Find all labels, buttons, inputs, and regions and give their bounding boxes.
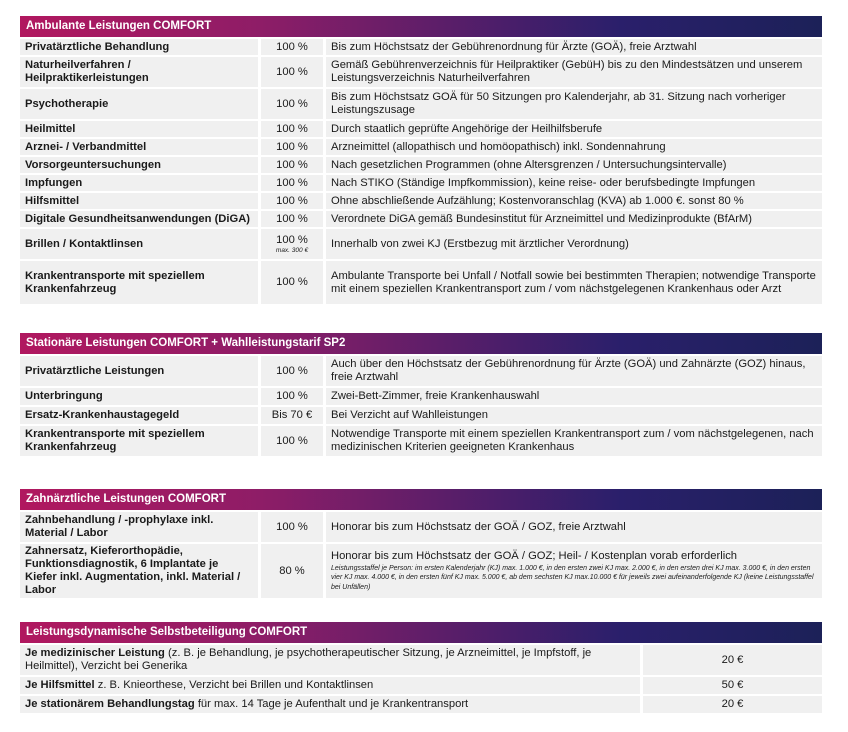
benefit-desc: Honorar bis zum Höchstsatz der GOÄ / GOZ, freie Arztwahl — [326, 512, 822, 542]
benefit-rate: 100 % — [258, 193, 326, 209]
benefit-name: Krankentransporte mit speziellem Krankenfahrzeug — [20, 426, 258, 456]
table-row — [20, 512, 822, 542]
benefit-rate: 100 % — [258, 121, 326, 137]
benefit-rate: 100 % — [258, 261, 326, 304]
benefit-desc: Ambulante Transporte bei Unfall / Notfall sowie bei bestimmten Therapien; notwendige Transporte mit einem speziellen Krankentransport zum / vom nächstgelegenen Krankenhaus oder Arzt — [326, 261, 822, 304]
deductible-text — [20, 696, 640, 713]
benefit-rate: Bis 70 € — [258, 407, 326, 424]
benefit-name: Privatärztliche Leistungen — [20, 356, 258, 386]
benefit-rate: 100 % — [258, 175, 326, 191]
benefit-name: Naturheilverfahren / Heilpraktikerleistungen — [20, 57, 258, 87]
table-row — [20, 677, 822, 694]
table-row — [20, 544, 822, 598]
table-row — [20, 407, 822, 424]
benefit-rate: 100 % — [258, 39, 326, 55]
table-row — [20, 388, 822, 405]
benefits-table — [20, 354, 822, 458]
table-row — [20, 696, 822, 713]
benefit-rate: 100 % — [258, 426, 326, 456]
table-row — [20, 645, 822, 675]
table-row — [20, 175, 822, 191]
benefit-desc: Innerhalb von zwei KJ (Erstbezug mit ärztlicher Verordnung) — [326, 229, 822, 259]
benefit-rate: 100 % — [258, 512, 326, 542]
benefit-desc: Nach gesetzlichen Programmen (ohne Altersgrenzen / Untersuchungsintervalle) — [326, 157, 822, 173]
deductible-value: 50 € — [640, 677, 822, 694]
benefit-name: Impfungen — [20, 175, 258, 191]
deductible-detail: z. B. Knieorthese, Verzicht bei Brillen und Kontaktlinsen — [94, 679, 374, 691]
benefit-desc: Bis zum Höchstsatz der Gebührenordnung für Ärzte (GOÄ), freie Arztwahl — [326, 39, 822, 55]
benefit-name: Zahnbehandlung / -prophylaxe inkl. Material / Labor — [20, 512, 258, 542]
benefit-name: Ersatz-Krankenhaustagegeld — [20, 407, 258, 424]
benefit-name: Zahnersatz, Kieferorthopädie, Funktionsdiagnostik, 6 Implantate je Kiefer inkl. Augmentation, inkl. Material / Labor — [20, 544, 258, 598]
table-row — [20, 121, 822, 137]
benefit-desc-note: Leistungsstaffel je Person: im ersten Kalenderjahr (KJ) max. 1.000 €, in den ersten zwei KJ max. 2.000 €, in den ersten drei KJ max. 3.000 €, in den ersten vier KJ max. 4.000 €, in den ersten fünf KJ max. 5.000 €, ab dem sechsten KJ max.10.000 € für jeweils zwei aufeinanderfolgende KJ (keine Leistungsstaffel bei Unfällen) — [331, 564, 814, 591]
benefit-name: Brillen / Kontaktlinsen — [20, 229, 258, 259]
section-ambulant — [20, 16, 822, 306]
section-stationaer — [20, 333, 822, 458]
table-row — [20, 157, 822, 173]
section-zahn — [20, 489, 822, 600]
benefit-name: Digitale Gesundheitsanwendungen (DiGA) — [20, 211, 258, 227]
deductible-text — [20, 645, 640, 675]
benefit-rate: 100 % — [258, 388, 326, 405]
benefit-name: Vorsorgeuntersuchungen — [20, 157, 258, 173]
benefit-desc: Arzneimittel (allopathisch und homöopathisch) inkl. Sondennahrung — [326, 139, 822, 155]
benefit-name: Krankentransporte mit speziellem Krankenfahrzeug — [20, 261, 258, 304]
benefit-desc: Durch staatlich geprüfte Angehörige der Heilhilfsberufe — [326, 121, 822, 137]
section-header: Ambulante Leistungen COMFORT — [20, 16, 822, 37]
deductible-detail: (z. B. je Behandlung, je psychotherapeutischer Sitzung, je Arzneimittel, je Impfstoff, je Heilmittel), Verzicht bei Generika — [25, 647, 592, 672]
benefit-name: Hilfsmittel — [20, 193, 258, 209]
benefit-name: Heilmittel — [20, 121, 258, 137]
benefit-desc: Auch über den Höchstsatz der Gebührenordnung für Ärzte (GOÄ) und Zahnärzte (GOZ) hinaus, freie Arztwahl — [326, 356, 822, 386]
benefit-desc: Gemäß Gebührenverzeichnis für Heilpraktiker (GebüH) bis zu den Mindestsätzen und unserem Leistungsverzeichnis Naturheilverfahren — [326, 57, 822, 87]
benefit-rate-cell — [258, 229, 326, 259]
benefit-desc-cell — [326, 544, 822, 598]
benefit-desc: Verordnete DiGA gemäß Bundesinstitut für Arzneimittel und Medizinprodukte (BfArM) — [326, 211, 822, 227]
benefit-rate: 100 % — [258, 356, 326, 386]
deductible-text — [20, 677, 640, 694]
deductible-value: 20 € — [640, 645, 822, 675]
benefit-desc: Ohne abschließende Aufzählung; Kostenvoranschlag (KVA) ab 1.000 €. sonst 80 % — [326, 193, 822, 209]
benefit-desc: Nach STIKO (Ständige Impfkommission), keine reise- oder berufsbedingte Impfungen — [326, 175, 822, 191]
table-row — [20, 229, 822, 259]
deductible-table — [20, 643, 822, 715]
benefit-rate: 100 % — [258, 211, 326, 227]
benefit-name: Privatärztliche Behandlung — [20, 39, 258, 55]
benefit-rate: 100 % — [276, 234, 308, 246]
table-row — [20, 39, 822, 55]
benefit-name: Psychotherapie — [20, 89, 258, 119]
deductible-label: Je medizinischer Leistung — [25, 647, 165, 659]
section-header: Zahnärztliche Leistungen COMFORT — [20, 489, 822, 510]
table-row — [20, 261, 822, 304]
benefit-rate: 100 % — [258, 157, 326, 173]
table-row — [20, 356, 822, 386]
deductible-label: Je stationärem Behandlungstag — [25, 698, 195, 710]
benefit-desc: Notwendige Transporte mit einem speziellen Krankentransport zum / vom nächstgelegenen, nach medizinischen Kriterien geeigneten Krankenhaus — [326, 426, 822, 456]
table-row — [20, 211, 822, 227]
rate-note: max. 300 € — [275, 247, 309, 254]
benefit-desc: Bei Verzicht auf Wahlleistungen — [326, 407, 822, 424]
benefits-table — [20, 37, 822, 306]
table-row — [20, 89, 822, 119]
table-row — [20, 426, 822, 456]
section-header: Leistungsdynamische Selbstbeteiligung COMFORT — [20, 622, 822, 643]
benefit-rate: 80 % — [258, 544, 326, 598]
benefit-rate: 100 % — [258, 139, 326, 155]
table-row — [20, 139, 822, 155]
benefit-name: Arznei- / Verbandmittel — [20, 139, 258, 155]
benefits-table — [20, 510, 822, 600]
deductible-label: Je Hilfsmittel — [25, 679, 95, 691]
table-row — [20, 57, 822, 87]
benefit-name: Unterbringung — [20, 388, 258, 405]
benefit-desc: Bis zum Höchstsatz GOÄ für 50 Sitzungen pro Kalenderjahr, ab 31. Sitzung nach vorheriger Leistungszusage — [326, 89, 822, 119]
benefit-rate: 100 % — [258, 89, 326, 119]
section-deductible — [20, 622, 822, 715]
section-header: Stationäre Leistungen COMFORT + Wahlleistungstarif SP2 — [20, 333, 822, 354]
table-row — [20, 193, 822, 209]
benefit-desc: Zwei-Bett-Zimmer, freie Krankenhauswahl — [326, 388, 822, 405]
deductible-value: 20 € — [640, 696, 822, 713]
benefit-desc: Honorar bis zum Höchstsatz der GOÄ / GOZ; Heil- / Kostenplan vorab erforderlich — [331, 549, 738, 562]
deductible-detail: für max. 14 Tage je Aufenthalt und je Krankentransport — [194, 698, 469, 710]
benefit-rate: 100 % — [258, 57, 326, 87]
